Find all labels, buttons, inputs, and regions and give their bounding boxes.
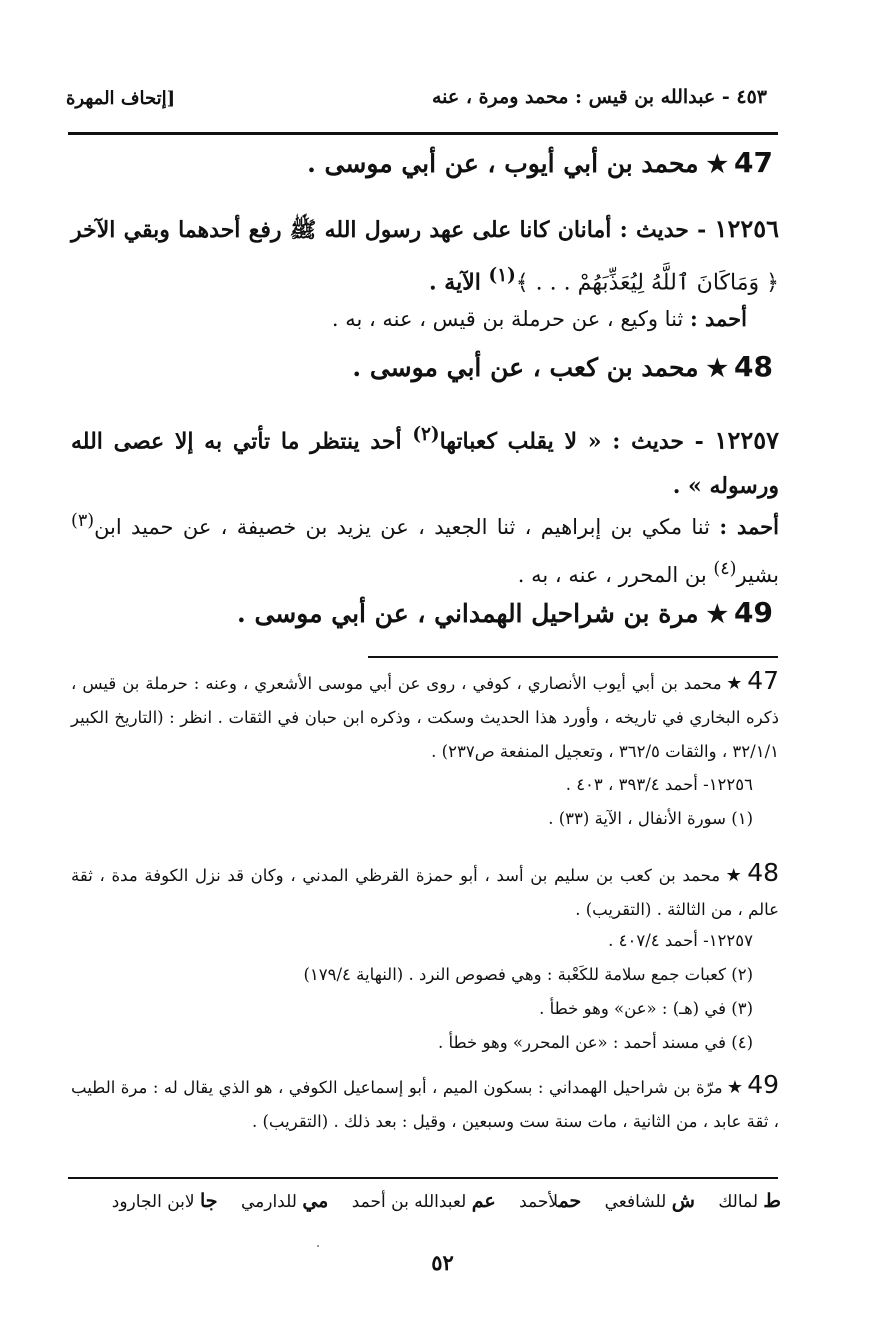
legend-name: لأحمد: [519, 1192, 559, 1212]
legend-abbr: جا: [200, 1190, 218, 1212]
footnote-number: 49: [747, 1070, 779, 1099]
section-heading: [237, 596, 773, 629]
footnote-text: مرّة بن شراحيل الهمداني : بسكون الميم ، أبو إسماعيل الكوفي ، هو الذي يقال له : مرة الطيب ، ثقة عابد ، من الثانية ، مات سنة ست وسبعين ، وقيل : بعد ذلك . (التقريب) .: [71, 1078, 779, 1131]
legend-item: [112, 1192, 218, 1212]
running-source: [إتحاف المهرة: [66, 88, 176, 109]
legend-abbr: حم: [558, 1190, 582, 1212]
hadith-tail: أحد ينتظر ما تأتي به إلا عصى الله ورسوله » .: [71, 428, 779, 500]
legend-item: [605, 1192, 695, 1212]
legend-item: [718, 1192, 781, 1212]
footnote-bio: [71, 664, 779, 769]
star-icon: ★: [706, 599, 729, 628]
footnote-ref: (٤): [713, 559, 737, 579]
legend-item: [519, 1192, 581, 1212]
quran-verse: ﴿ وَمَاكَانَ ٱللَّهُ لِيُعَذِّبَهُمْ . . . ﴾: [515, 270, 779, 296]
star-icon: ★: [706, 149, 729, 178]
print-speck: [317, 1245, 319, 1247]
star-icon: ★: [724, 865, 744, 886]
legend-item: [241, 1192, 328, 1212]
footnote-line: (٣) في (هـ) : «عن» وهو خطأ .: [539, 999, 753, 1018]
footnote-ref: (١): [488, 265, 516, 286]
hadith-label: - حديث :: [619, 217, 707, 243]
footnote-number: 47: [747, 666, 779, 695]
chain-source: أحمد :: [689, 306, 747, 331]
isnad-chain: [71, 298, 747, 340]
legend-name: لعبدالله بن أحمد: [351, 1192, 467, 1212]
footnote-bio: [71, 1068, 779, 1139]
chain-text: بشير: [736, 563, 779, 587]
legend-name: لابن الجارود: [111, 1192, 195, 1212]
chain-text: ثنا وكيع ، عن حرملة بن قيس ، عنه ، به .: [331, 307, 684, 331]
footnote-line: (١) سورة الأنفال ، الآية (٣٣) .: [548, 809, 753, 828]
footnote-separator: [368, 656, 778, 658]
page-number: ٥٢: [431, 1250, 454, 1275]
legend-abbr: مي: [302, 1190, 329, 1212]
star-icon: ★: [726, 1077, 744, 1098]
section-heading: [307, 146, 773, 179]
running-title: ٤٥٣ - عبدالله بن قيس : محمد ومرة ، عنه: [431, 86, 767, 108]
section-number: 48: [734, 350, 773, 383]
star-icon: ★: [706, 353, 729, 382]
abbreviations-legend: [94, 1190, 781, 1212]
legend-name: للشافعي: [604, 1192, 667, 1212]
legend-name: للدارمي: [240, 1192, 297, 1212]
footnote-line: (٤) في مسند أحمد : «عن المحرر» وهو خطأ .: [437, 1033, 753, 1052]
footnote-line: (٢) كعبات جمع سلامة للكَعْبة : وهي فصوص النرد . (النهاية ١٧٩/٤): [303, 965, 753, 984]
hadith-text: [71, 206, 779, 305]
footnote-bio: [71, 856, 779, 927]
section-title: محمد بن كعب ، عن أبي موسى .: [352, 353, 699, 382]
hadith-tail: الآية .: [428, 269, 481, 296]
footnote-text: محمد بن كعب بن سليم بن أسد ، أبو حمزة القرظي المدني ، وكان قد نزل الكوفة مدة ، ثقة عالم ، من الثالثة . (التقريب) .: [71, 866, 779, 919]
star-icon: ★: [725, 673, 744, 694]
footnote-line: ١٢٢٥٦- أحمد ٣٩٣/٤ ، ٤٠٣ .: [565, 775, 753, 794]
section-title: مرة بن شراحيل الهمداني ، عن أبي موسى .: [237, 599, 699, 628]
hadith-number: ١٢٢٥٧: [714, 425, 779, 455]
footnote-ref: (٢): [412, 424, 440, 445]
footnote-number: 48: [747, 858, 779, 887]
footnote-ref: (٣): [71, 511, 95, 531]
section-number: 49: [734, 596, 773, 629]
footnote-line: ١٢٢٥٧- أحمد ٤٠٧/٤ .: [608, 931, 753, 950]
chain-source: أحمد :: [719, 514, 779, 539]
legend-abbr: ط: [763, 1190, 781, 1212]
hadith-number: ١٢٢٥٦: [714, 214, 779, 243]
header-rule: [68, 132, 778, 135]
hadith-label: - حديث :: [612, 428, 704, 455]
legend-rule: [68, 1177, 778, 1179]
section-title: محمد بن أبي أيوب ، عن أبي موسى .: [307, 149, 699, 178]
hadith-body: « لا يقلب كعباتها: [439, 428, 602, 455]
hadith-text: [71, 412, 779, 509]
chain-text: ثنا مكي بن إبراهيم ، ثنا الجعيد ، عن يزيد بن خصيفة ، عن حميد ابن: [94, 515, 710, 539]
section-heading: [352, 350, 773, 383]
isnad-chain: [71, 500, 779, 596]
legend-item: [352, 1192, 496, 1212]
chain-text: بن المحرر ، عنه ، به .: [517, 563, 707, 587]
legend-abbr: ش: [671, 1190, 695, 1212]
footnote-text: محمد بن أبي أيوب الأنصاري ، كوفي ، روى عن أبي موسى الأشعري ، وعنه : حرملة بن قيس ، ذكره البخاري في تاريخه ، وأورد هذا الحديث وسكت ، وذكره ابن حبان في الثقات . انظر : (التاريخ الكبير ٣٢/١/١ ، والثقات ٣٦٢/٥ ، وتعجيل المنفعة ص٢٣٧) .: [71, 674, 779, 761]
hadith-body: أمانان كانا على عهد رسول الله ﷺ رفع أحدهما وبقي الآخر: [71, 217, 612, 243]
legend-abbr: عم: [471, 1190, 496, 1212]
section-number: 47: [734, 146, 773, 179]
legend-name: لمالك: [718, 1192, 759, 1212]
